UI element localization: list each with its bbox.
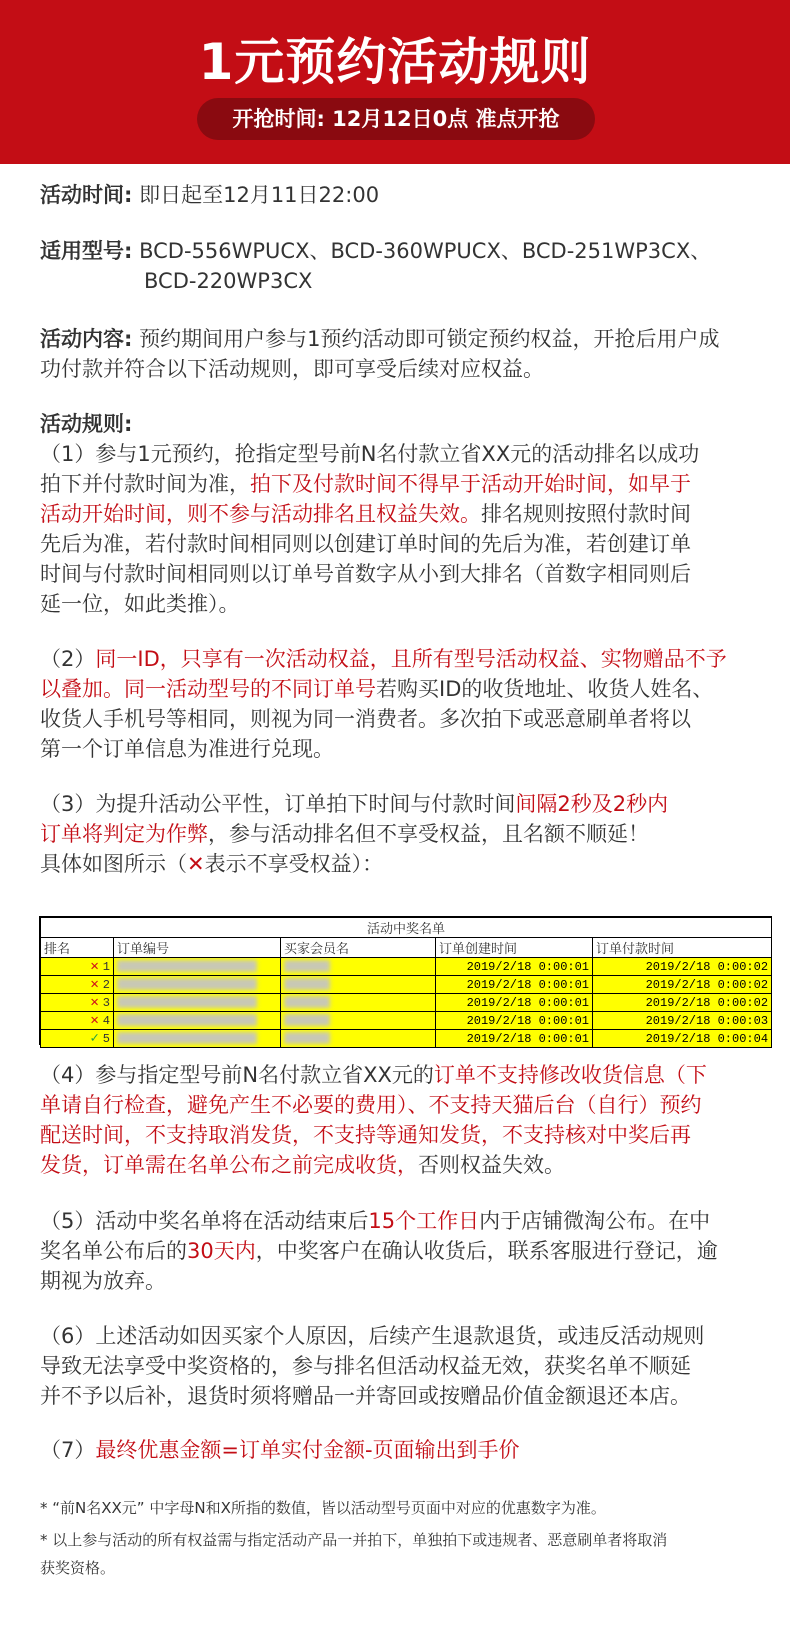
rank-value: 3 (102, 996, 110, 1010)
buyer-cell (281, 958, 436, 976)
rank-value: 4 (102, 1014, 110, 1028)
rule6-line1: （6）上述活动如因买家个人原因，后续产生退款退货，或违反活动规则 (40, 1324, 705, 1348)
paid-time-cell: 2019/2/18 0:00:02 (593, 976, 772, 994)
rank-value: 2 (102, 978, 110, 992)
header-paid-time: 订单付款时间 (593, 938, 772, 958)
buyer-cell (281, 976, 436, 994)
rule5-text: 内于店铺微淘公布。在中 (479, 1209, 711, 1233)
rule6-line3: 并不予以后补，退货时须将赠品一并寄回或按赠品价值金额退还本店。 (40, 1384, 691, 1408)
models-line1: BCD-556WPUCX、BCD-360WPUCX、BCD-251WP3CX、 (139, 239, 712, 263)
check-icon: ✓ (90, 1031, 99, 1047)
blurred-buyer (284, 1032, 330, 1044)
rule1-text: 排名规则按照付款时间 (481, 502, 691, 526)
created-time-cell: 2019/2/18 0:00:01 (436, 1030, 593, 1048)
rule4-line2: 单请自行检查，避免产生不必要的费用）、不支持天猫后台（自行）预约 (40, 1093, 702, 1117)
cross-icon: ✕ (90, 959, 99, 975)
buyer-cell (281, 1012, 436, 1030)
rule1-highlight: 活动开始时间，则不参与活动排名且权益失效。 (40, 502, 481, 526)
rank-value: 5 (102, 1032, 110, 1046)
page-title: 1元预约活动规则 (198, 33, 592, 91)
rule1-line1: （1）参与1元预约，抢指定型号前N名付款立省XX元的活动排名以成功 (40, 442, 700, 466)
rule3-line1 (40, 789, 668, 819)
cross-icon: ✕ (90, 977, 99, 993)
header-buyer: 买家会员名 (281, 938, 436, 958)
content-label: 活动内容: (40, 327, 133, 351)
created-time-cell: 2019/2/18 0:00:01 (436, 994, 593, 1012)
table-row (41, 1030, 772, 1048)
buyer-cell (281, 994, 436, 1012)
blurred-buyer (284, 1014, 330, 1026)
activity-time (40, 180, 379, 210)
order-id-cell (114, 958, 281, 976)
paid-time-cell: 2019/2/18 0:00:02 (593, 958, 772, 976)
rule3-text: （3）为提升活动公平性，订单拍下时间与付款时间 (40, 792, 516, 816)
rank-value: 1 (102, 960, 110, 974)
rule5-line2 (40, 1236, 718, 1266)
table-row (41, 976, 772, 994)
blurred-buyer (284, 996, 330, 1008)
rank-cell (41, 958, 114, 976)
rule5-text: （5）活动中奖名单将在活动结束后 (40, 1209, 369, 1233)
rule2-highlight: 同一ID，只享有一次活动权益，且所有型号活动权益、实物赠品不予 (95, 647, 727, 671)
winner-table (39, 916, 772, 1045)
start-time-badge: 开抢时间: 12月12日0点 准点开抢 (197, 98, 595, 140)
rule3-text: 具体如图所示（ (40, 852, 187, 876)
rule3-line3 (40, 849, 383, 879)
rank-cell (41, 994, 114, 1012)
paid-time-cell: 2019/2/18 0:00:03 (593, 1012, 772, 1030)
rule4-line4 (40, 1150, 565, 1180)
cross-icon: ✕ (90, 1013, 99, 1029)
blurred-buyer (284, 960, 330, 972)
cross-icon: ✕ (90, 995, 99, 1011)
rule2-number: （2） (40, 647, 96, 671)
rule2-highlight: 以叠加。同一活动型号的不同订单号 (40, 677, 376, 701)
rule1-line4: 先后为准，若付款时间相同则以创建订单时间的先后为准，若创建订单 (40, 532, 691, 556)
activity-time-value: 即日起至12月11日22:00 (139, 183, 380, 207)
order-id-cell (114, 1012, 281, 1030)
models-line2: BCD-220WP3CX (144, 269, 313, 293)
rule4-highlight: 发货，订单需在名单公布之前完成收货， (40, 1153, 418, 1177)
rule4-line1 (40, 1060, 707, 1090)
rule2-line2 (40, 674, 713, 704)
created-time-cell: 2019/2/18 0:00:01 (436, 1012, 593, 1030)
cross-icon: ✕ (187, 852, 205, 876)
page-header (0, 0, 790, 164)
rule2-line4: 第一个订单信息为准进行兑现。 (40, 737, 334, 761)
paid-time-cell: 2019/2/18 0:00:02 (593, 994, 772, 1012)
rule1-line3 (40, 499, 691, 529)
content-line1: 预约期间用户参与1预约活动即可锁定预约权益，开抢后用户成 (139, 327, 720, 351)
rule1-line5: 时间与付款时间相同则以订单号首数字从小到大排名（首数字相同则后 (40, 562, 691, 586)
rule4-highlight: 订单不支持修改收货信息（下 (433, 1063, 707, 1087)
blurred-order-id (117, 996, 257, 1008)
rule5-line3: 期视为放弃。 (40, 1269, 166, 1293)
rule3-highlight: 订单将判定为作弊 (40, 822, 208, 846)
models (40, 236, 711, 266)
paid-time-cell: 2019/2/18 0:00:04 (593, 1030, 772, 1048)
winner-table-title: 活动中奖名单 (41, 918, 772, 938)
rule3-text: 表示不享受权益）： (204, 852, 384, 876)
models-label: 适用型号: (40, 239, 133, 263)
rule2-line3: 收货人手机号等相同，则视为同一消费者。多次拍下或恶意刷单者将以 (40, 707, 691, 731)
blurred-order-id (117, 978, 257, 990)
footnote-2-cont: 获奖资格。 (40, 1559, 116, 1577)
rule3-line2 (40, 819, 649, 849)
rule7-highlight: 最终优惠金额=订单实付金额-页面输出到手价 (95, 1438, 520, 1462)
rank-cell (41, 976, 114, 994)
order-id-cell (114, 1030, 281, 1048)
rule4-text: 否则权益失效。 (418, 1153, 565, 1177)
table-row (41, 958, 772, 976)
rule1-line6: 延一位，如此类推）。 (40, 592, 240, 616)
header-rank: 排名 (41, 938, 114, 958)
created-time-cell: 2019/2/18 0:00:01 (436, 976, 593, 994)
table-row (41, 994, 772, 1012)
footnote-1: * “前N名XX元” 中字母N和X所指的数值，皆以活动型号页面中对应的优惠数字为准。 (40, 1499, 606, 1517)
rule3-highlight: 间隔2秒及2秒内 (515, 792, 669, 816)
header-order-id: 订单编号 (114, 938, 281, 958)
buyer-cell (281, 1030, 436, 1048)
rule2-line1 (40, 644, 727, 674)
rule1-text: 拍下并付款时间为准， (40, 472, 250, 496)
rank-cell (41, 1030, 114, 1048)
created-time-cell: 2019/2/18 0:00:01 (436, 958, 593, 976)
content-line2: 功付款并符合以下活动规则，即可享受后续对应权益。 (40, 357, 544, 381)
rule1-line2 (40, 469, 691, 499)
rule5-line1 (40, 1206, 710, 1236)
footnote-2: * 以上参与活动的所有权益需与指定活动产品一并拍下，单独拍下或违规者、恶意刷单者将取消 (40, 1531, 668, 1549)
activity-content (40, 324, 719, 354)
rule6-line2: 导致无法享受中奖资格的，参与排名但活动权益无效，获奖名单不顺延 (40, 1354, 691, 1378)
table-row (41, 1012, 772, 1030)
rules-label: 活动规则: (40, 412, 133, 436)
rule5-highlight: 15个工作日 (368, 1209, 480, 1233)
rule4-line3: 配送时间，不支持取消发货，不支持等通知发货，不支持核对中奖后再 (40, 1123, 691, 1147)
rule3-text: ，参与活动排名但不享受权益，且名额不顺延！ (208, 822, 649, 846)
rule2-text: 若购买ID的收货地址、收货人姓名、 (376, 677, 714, 701)
order-id-cell (114, 994, 281, 1012)
blurred-buyer (284, 978, 330, 990)
rule7-line1 (40, 1435, 520, 1465)
blurred-order-id (117, 960, 257, 972)
blurred-order-id (117, 1032, 257, 1044)
rule4-text: （4）参与指定型号前N名付款立省XX元的 (40, 1063, 434, 1087)
rank-cell (41, 1012, 114, 1030)
blurred-order-id (117, 1014, 257, 1026)
order-id-cell (114, 976, 281, 994)
header-created-time: 订单创建时间 (436, 938, 593, 958)
activity-time-label: 活动时间: (40, 183, 133, 207)
rule5-text: 奖名单公布后的 (40, 1239, 187, 1263)
rule5-highlight: 30天内 (187, 1239, 256, 1263)
rule1-highlight: 拍下及付款时间不得早于活动开始时间，如早于 (250, 472, 691, 496)
rule7-number: （7） (40, 1438, 96, 1462)
rule5-text: ，中奖客户在确认收货后，联系客服进行登记，逾 (255, 1239, 718, 1263)
